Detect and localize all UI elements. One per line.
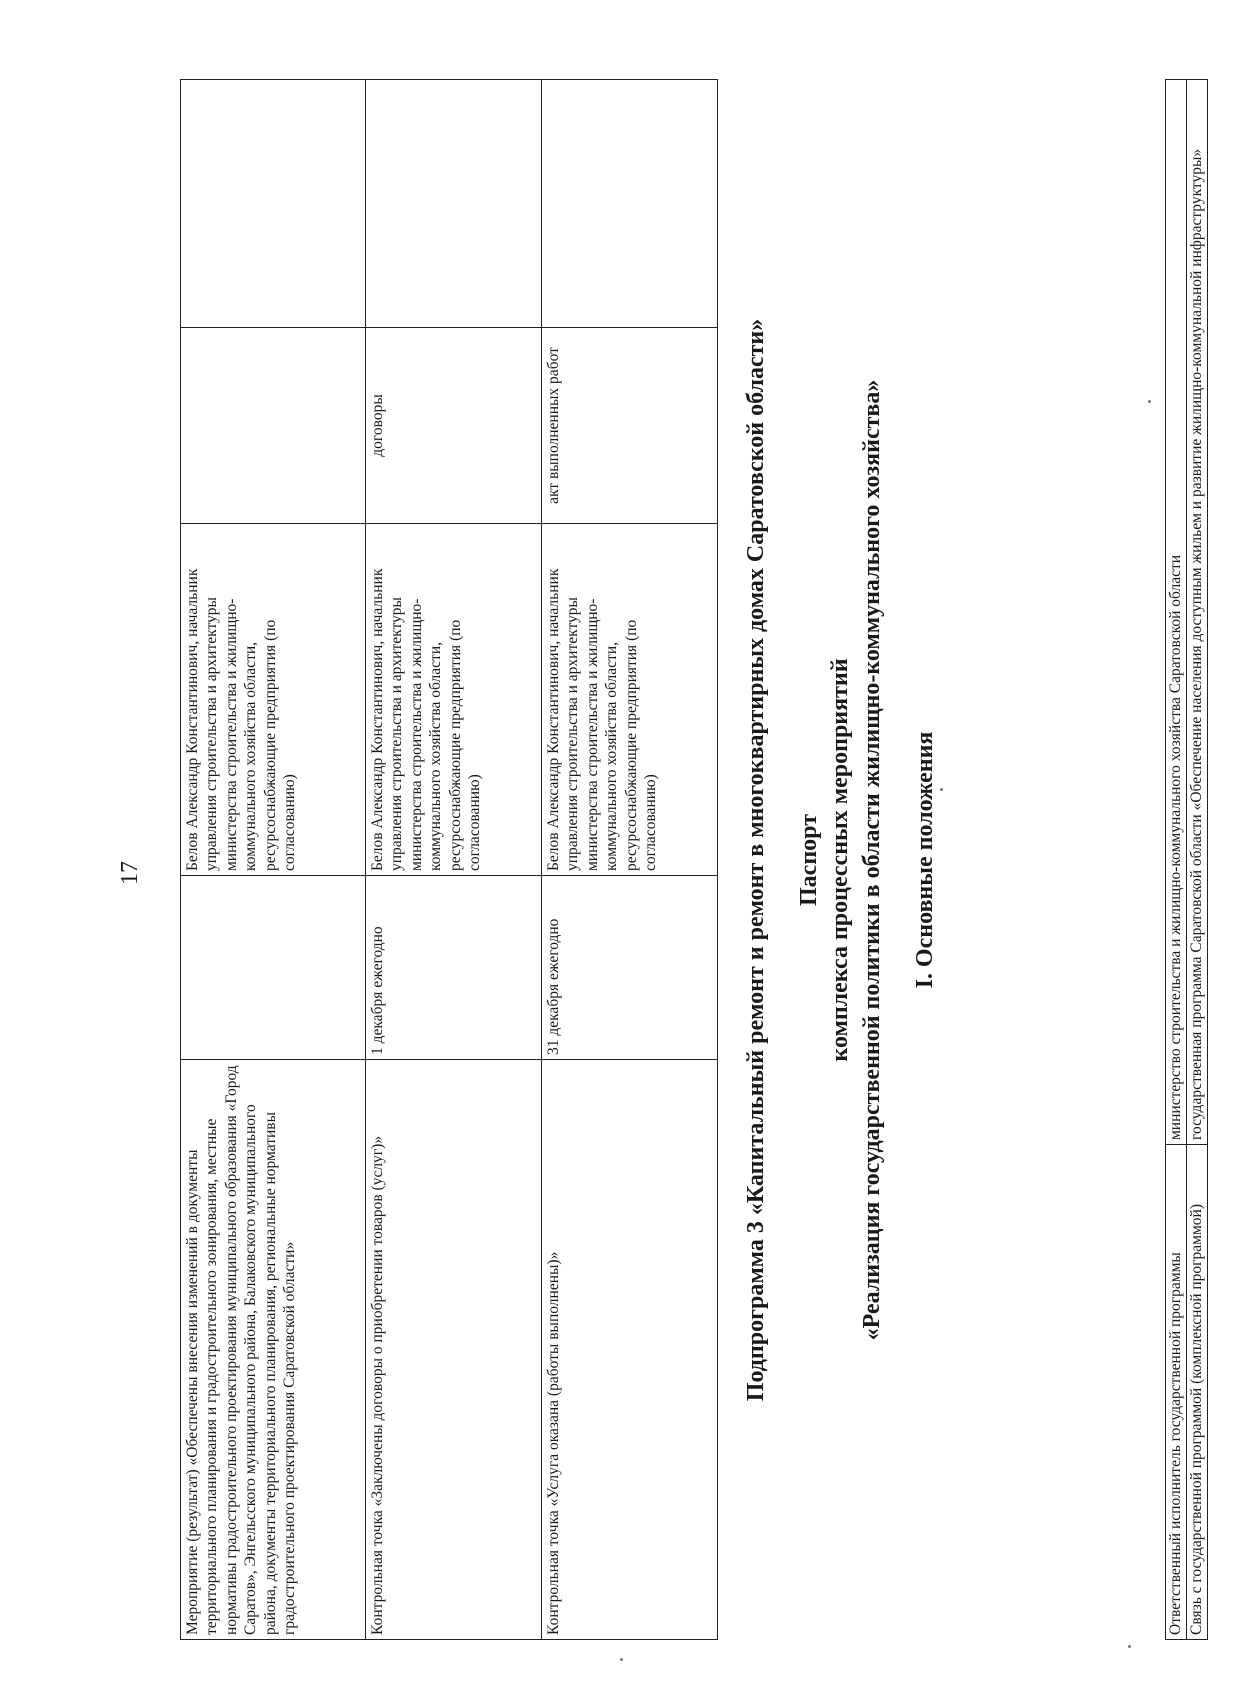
table-row [1166, 80, 1187, 1640]
table-row [181, 80, 366, 1640]
subprogram-title: Подпрограмма 3 «Капитальный ремонт и ремонт в многоквартирных домах Саратовской области» [743, 318, 769, 1402]
page-number: 17 [117, 861, 143, 885]
basic-provisions-table [1165, 79, 1208, 1640]
events-table [180, 79, 718, 1640]
passport-subheading-title: «Реализация государственной политики в области жилищно-коммунального хозяйства» [859, 379, 885, 1341]
table-row [1187, 80, 1208, 1640]
document-cell: акт выполненных работ [542, 328, 718, 524]
label-cell: Ответственный исполнитель государственной программы [1166, 1145, 1187, 1640]
label-cell: Связь с государственной программой (комплексной программой) [1187, 1145, 1208, 1640]
date-cell: 1 декабря ежегодно [366, 876, 542, 1060]
rotated-content [180, 80, 1240, 1640]
date-cell [181, 876, 366, 1060]
responsible-cell: Белов Александр Константинович, начальник управления строительства и архитектуры министерства строительства и жилищно-коммунального хозяйства области, ресурсоснабжающие предприятия (по согласованию) [542, 524, 718, 876]
extra-cell [542, 80, 718, 328]
scan-speck [1148, 400, 1151, 403]
table-row [542, 80, 718, 1640]
scan-speck [940, 788, 943, 791]
section-heading: I. Основные положения [912, 731, 938, 989]
scan-speck [620, 1658, 623, 1661]
value-cell: государственная программа Саратовской области «Обеспечение населения доступным жильем и развитие жилищно-коммунальной инфраструктуры» [1187, 80, 1208, 1145]
date-cell: 31 декабря ежегодно [542, 876, 718, 1060]
extra-cell [181, 80, 366, 328]
event-cell: Контрольная точка «Услуга оказана (работы выполнены)» [542, 1060, 718, 1640]
responsible-cell: Белов Александр Константинович, начальник управления строительства и архитектуры министерства строительства и жилищно-коммунального хозяйства области, ресурсоснабжающие предприятия (по согласованию) [366, 524, 542, 876]
event-cell: Контрольная точка «Заключены договоры о приобретении товаров (услуг)» [366, 1060, 542, 1640]
document-cell [181, 328, 366, 524]
passport-subheading: комплекса процессных мероприятий [827, 658, 853, 1062]
document-cell: договоры [366, 328, 542, 524]
scan-speck [1128, 1645, 1131, 1648]
extra-cell [366, 80, 542, 328]
table-row [366, 80, 542, 1640]
value-cell: министерство строительства и жилищно-коммунального хозяйства Саратовской области [1166, 80, 1187, 1145]
responsible-cell: Белов Александр Константинович, начальник управления строительства и архитектуры министерства строительства и жилищно-коммунального хозяйства области, ресурсоснабжающие предприятия (по согласованию) [181, 524, 366, 876]
title-block [740, 80, 940, 1640]
event-cell: Мероприятие (результат) «Обеспечены внесения изменений в документы территориального планирования и градостроительного зонирования, местные нормативы градостроительного проектирования муниципального образования «Город Саратов», Энгельсского муниципального района, Балаковского муниципального района, документы территориального планирования, региональные нормативы градостроительного проектирования Саратовской области» [181, 1060, 366, 1640]
passport-heading: Паспорт [796, 814, 822, 906]
